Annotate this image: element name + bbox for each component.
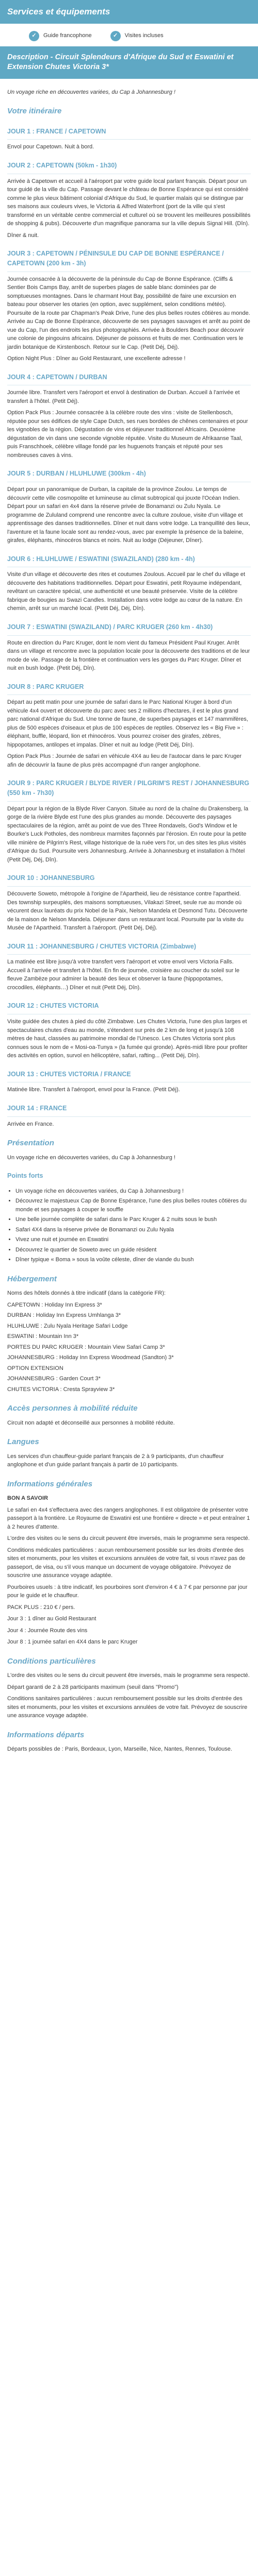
main-content bbox=[0, 79, 258, 1777]
description-title: Description - Circuit Splendeurs d'Afrique du Sud et Eswatini et Extension Chutes Victoria 3* bbox=[7, 53, 234, 72]
points-heading: Points forts bbox=[7, 1172, 43, 1180]
day-paragraph: Journée libre. Transfert vers l'aéroport et envol à destination de Durban. Accueil à l'arrivée et transfert à l'hôtel. (Petit Déj). bbox=[7, 389, 240, 404]
day-paragraph: Envol pour Capetown. Nuit à bord. bbox=[7, 144, 94, 150]
guide-label: Guide francophone bbox=[43, 32, 92, 39]
day-title: JOUR 13 : CHUTES VICTORIA / FRANCE bbox=[7, 1070, 251, 1083]
day-paragraph: Départ au petit matin pour une journée de safari dans le Parc National Kruger à bord d'un véhicule 4x4 ouvert et découverte du parc avec ses 2 millions d'hectares, il est le plus grand parc national d'Afrique du Sud. Une tonne de faune, de superbes paysages et 147 mammifères, plus de 500 espèces d'oiseaux et plus de 100 espèces de reptiles. Observez les « Big Five » : éléphant, buffle, léopard, lion et rhinocéros. Vous pourrez croiser des girafes, zèbres, hippopotames, antilopes et impalas. Dîner et nuit au lodge (Petit Déj, Dîn). bbox=[7, 699, 248, 748]
day-paragraph: Arrivée en France. bbox=[7, 1121, 54, 1127]
features-row bbox=[0, 24, 258, 46]
visits-label: Visites incluses bbox=[124, 32, 164, 39]
day-paragraph: Départ pour la région de la Blyde River Canyon. Située au nord de la chaîne du Drakensberg, la gorge de la rivière Blyde est l'une des plus grandes au monde. Découverte des paysages spectaculaires de la région, arrêt au point de vue des Three Rondavels, God's Window et le Bourke's Luck Potholes, des nombreux marmites façonnés par l'érosion. En route pour la petite ville minière de Pilgrim's Rest, village historique de la ruée vers l'or, un des sites les plus visités d'Afrique du Sud. Poursuite vers Johannesburg. Arrivée à Johannesburg et installation à l'hôtel (Petit Déj, Déj, Dîn). bbox=[7, 805, 249, 863]
day-title: JOUR 7 : ESWATINI (SWAZILAND) / PARC KRUGER (260 km - 4h30) bbox=[7, 622, 251, 636]
presentation-intro: Un voyage riche en découvertes variées, du Cap à Johannesburg ! bbox=[7, 1154, 175, 1161]
presentation-heading: Présentation bbox=[7, 1139, 54, 1148]
languages-heading: Langues bbox=[7, 1437, 39, 1447]
guide-icon: ✓ bbox=[29, 31, 39, 41]
visits-icon: ✓ bbox=[110, 31, 121, 41]
access-text: Circuit non adapté et déconseillé aux personnes à mobilité réduite. bbox=[7, 1419, 175, 1426]
departures-heading: Informations départs bbox=[7, 1730, 85, 1739]
general-paragraph: PACK PLUS : 210 € / pers. bbox=[7, 1604, 75, 1611]
day-title: JOUR 9 : PARC KRUGER / BLYDE RIVER / PILGRIM'S REST / JOHANNESBURG (550 km - 7h30) bbox=[7, 778, 251, 802]
hotel-line: JOHANNESBURG : Garden Court 3* bbox=[7, 1376, 101, 1382]
description-header bbox=[0, 46, 258, 79]
day-paragraph: Matinée libre. Transfert à l'aéroport, envol pour la France. (Petit Déj). bbox=[7, 1087, 180, 1093]
day-paragraph: Découverte Soweto, métropole à l'origine de l'Apartheid, lieu de résistance contre l'apartheid. Des township surpeuplés, des maisons somptueuses, Vilakazi Street, seule rue au monde où vécurent deux lauréats du prix Nobel de la Paix, Nelson Mandela et Desmond Tutu. Découverte de la maison de Nelson Mandela. Déjeuner dans un restaurant local. Poursuite par la visite du Musée de l'Apartheid. Transfert à l'aéroport. (Petit Déj, Déj). bbox=[7, 891, 248, 931]
services-title: Services et équipements bbox=[7, 7, 110, 16]
specific-paragraph: Conditions sanitaires particulières : aucun remboursement possible sur les droits d'entrée des sites et monuments, pour les visites et excursions annulées de votre fait. Prévoyez de souscrire une assurance voyage adaptée. bbox=[7, 1696, 248, 1719]
specific-heading: Conditions particulières bbox=[7, 1656, 96, 1666]
general-paragraphs bbox=[7, 1506, 251, 1647]
day-title: JOUR 6 : HLUHLUWE / ESWATINI (SWAZILAND) (280 km - 4h) bbox=[7, 554, 251, 568]
general-paragraph: Jour 8 : 1 journée safari en 4X4 dans le parc Kruger bbox=[7, 1639, 138, 1646]
general-subheading: BON A SAVOIR bbox=[7, 1495, 49, 1502]
general-paragraph: Jour 4 : Journée Route des vins bbox=[7, 1627, 88, 1634]
general-heading: Informations générales bbox=[7, 1479, 93, 1488]
hotels-list bbox=[7, 1301, 251, 1394]
day-paragraph: Option Pack Plus : Journée consacrée à la célèbre route des vins : visite de Stellenbosch, réputée pour ses édifices de style Cape Dutch, ses rues bordées de chênes centenaires et pour les vignobles de la région. Dégustation de vins et déjeuner traditionnel Africains. Deuxième dégustation de vin dans une seconde vignoble réputée. Visite du Museum de Afrikaanse Taal, puis Franschhoek, célèbre village fondé par les huguenots français et réputé pour ses nombreuses caves à vins. bbox=[7, 410, 248, 459]
day-paragraph: Dîner & nuit. bbox=[7, 232, 39, 239]
day-title: JOUR 1 : FRANCE / CAPETOWN bbox=[7, 127, 251, 140]
hotels-heading: Hébergement bbox=[7, 1274, 57, 1283]
point-item: • Safari 4X4 dans la réserve privée de Bonamanzi ou Zulu Nyala bbox=[15, 1226, 251, 1234]
day-paragraph: Arrivée à Capetown et accueil à l'aéroport par votre guide local parlant français. Départ pour un tour guidé de la ville du Cap. Passage devant le château de Bonne Espérance qui est considéré comme le plus vieux bâtiment colonial d'Afrique du Sud, le quartier malais qui se distingue par ses maisons aux couleurs vives, le Victoria & Alfred Waterfront (port de la ville qui s'est transformé en un véritable centre commercial et culturel où se trouvent les meilleures possibilités de shopping & pubs). Découverte d'un magnifique panorama sur la ville depuis Signal Hill. (Dîn). bbox=[7, 178, 251, 227]
hotel-line: CHUTES VICTORIA : Cresta Sprayview 3* bbox=[7, 1386, 115, 1393]
day-paragraph: Départ pour un panoramique de Durban, la capitale de la province Zoulou. Le temps de découvrir cette ville cosmopolite et lumineuse au climat subtropical qui jouxte l'Océan Indien. Départ pour un safari en 4x4 dans la réserve privée de Bonamanzi ou Zulu Nyala. Le programme de Zululand comprend une rencontre avec la culture zouloue, visite d'un village et apprentissage des danses traditionnelles. Dîner et nuit dans votre lodge. La tranquillité des lieux, l'aventure et la faune locale sont au rendez-vous, avec par exemple la présence de la baleine, girafes, éléphants, rhinocéros blancs et noirs. Nuit au lodge (Déjeuner, Dîner). bbox=[7, 486, 250, 544]
day-paragraph: Visite guidée des chutes à pied du côté Zimbabwe. Les Chutes Victoria, l'une des plus larges et spectaculaires chutes d'eau au monde, s'étendent sur près de 2 km de long et jusqu'à 108 mètres de haut, classées au patrimoine mondial de l'Unesco. Les Chutes Victoria sont plus connues sous le nom de « Mosi-oa-Tunya » (la fumée qui gronde). Après-midi libre pour profiter des activités en option, survol en hélicoptère, safari, rafting... (Petit Déj, Dîn). bbox=[7, 1019, 248, 1059]
day-title: JOUR 2 : CAPETOWN (50km - 1h30) bbox=[7, 161, 251, 174]
hotel-line: CAPETOWN : Holiday Inn Express 3* bbox=[7, 1301, 102, 1308]
access-heading: Accès personnes à mobilité réduite bbox=[7, 1404, 138, 1413]
day-paragraph: Journée consacrée à la découverte de la péninsule du Cap de Bonne Espérance. (Cliffs & Sentier Bois Camps Bay, arrêt de superbes plages de sable blanc dominées par de somptueuses montagnes. Dans le charmant Hout Bay, possibilité de faire une excursion en bateau pour observer les otaries (en option, avec supplément, selon conditions météo). Poursuite de la route par Chapman's Peak Drive, l'une des plus belles routes côtières au monde. Arrivée au Cap de Bonne Espérance, découverte de ses paysages sauvages et arrêt au point de vue du Cap, l'un des endroits les plus photographiés. Arrivée à Boulders Beach pour découvrir une colonie de pingouins africains. Déjeuner de poissons et fruits de mer. Continuation vers le jardin botanique de Kirstenbosch. Retour sur le Cap. (Petit Déj, Déj). bbox=[7, 276, 250, 350]
specific-paragraph: Départ garanti de 2 à 28 participants maximum (seuil dans "Promo") bbox=[7, 1684, 179, 1690]
itinerary-heading: Votre itinéraire bbox=[7, 107, 62, 116]
hotel-line: OPTION EXTENSION bbox=[7, 1365, 63, 1371]
day-title: JOUR 3 : CAPETOWN / PÉNINSULE DU CAP DE BONNE ESPÉRANCE / CAPETOWN (200 km - 3h) bbox=[7, 249, 251, 272]
day-paragraph: La matinée est libre jusqu'à votre transfert vers l'aéroport et votre envol vers Victoria Falls. Accueil à l'arrivée et transfert à l'hôtel. En fin de journée, croisière au coucher du soleil sur le fleuve Zambèze pour admirer la beauté des lieux et observer la faune (hippopotames, crocodiles, éléphants…) Dîner et nuit (Petit Déj, Dîn). bbox=[7, 959, 239, 991]
general-paragraph: Conditions médicales particulières : aucun remboursement possible sur les droits d'entrée des sites et monuments, pour les visites et excursions annulées de votre fait, si vous n'avez pas de passeport, de visa, ou s'il vous manque un document de voyage obligatoire. Prévoyez de souscrire une assurance voyage adaptée. bbox=[7, 1547, 246, 1579]
services-header bbox=[0, 0, 258, 24]
points-list bbox=[7, 1187, 251, 1264]
specific-paragraphs bbox=[7, 1671, 251, 1720]
day-title: JOUR 8 : PARC KRUGER bbox=[7, 682, 251, 696]
point-item: • Dîner typique « Boma » sous la voûte céleste, dîner de viande du bush bbox=[15, 1256, 251, 1264]
feature-guide bbox=[29, 31, 92, 41]
point-item: • Un voyage riche en découvertes variées, du Cap à Johannesburg ! bbox=[15, 1187, 251, 1196]
languages-text: Les services d'un chauffeur-guide parlant français de 2 à 9 participants, d'un chauffeur anglophone et d'un guide parlant français à partir de 10 participants. bbox=[7, 1453, 224, 1468]
day-paragraph: Option Night Plus : Dîner au Gold Restaurant, une excellente adresse ! bbox=[7, 355, 186, 362]
hotel-line: ESWATINI : Mountain Inn 3* bbox=[7, 1333, 79, 1340]
point-item: • Vivez une nuit et journée en Eswatini bbox=[15, 1235, 251, 1244]
day-paragraph: Option Pack Plus : Journée de safari en véhicule 4X4 au lieu de l'autocar dans le parc Kruger afin de découvrir la faune de plus près accompagné d'un ranger anglophone. bbox=[7, 753, 241, 768]
departures-text: Départs possibles de : Paris, Bordeaux, Lyon, Marseille, Nice, Nantes, Rennes, Toulouse. bbox=[7, 1746, 232, 1753]
general-paragraph: Jour 3 : 1 dîner au Gold Restaurant bbox=[7, 1616, 96, 1622]
day-title: JOUR 12 : CHUTES VICTORIA bbox=[7, 1001, 251, 1014]
intro-text: Un voyage riche en découvertes variées, du Cap à Johannesburg ! bbox=[7, 89, 175, 95]
feature-visits bbox=[110, 31, 164, 41]
day-title: JOUR 10 : JOHANNESBURG bbox=[7, 873, 251, 887]
general-paragraph: L'ordre des visites ou le sens du circuit peuvent être inversés, mais le programme sera respecté. bbox=[7, 1535, 250, 1542]
point-item: • Découvrez le majestueux Cap de Bonne Espérance, l'une des plus belles routes côtières du monde et ses paysages à couper le souffle bbox=[15, 1197, 251, 1214]
hotel-line: JOHANNESBURG : Holiday Inn Express Woodmead (Sandton) 3* bbox=[7, 1354, 174, 1361]
hotel-line: HLUHLUWE : Zulu Nyala Heritage Safari Lodge bbox=[7, 1323, 128, 1329]
specific-paragraph: L'ordre des visites ou le sens du circuit peuvent être inversés, mais le programme sera respecté. bbox=[7, 1672, 250, 1679]
general-paragraph: Le safari en 4x4 s'effectuera avec des rangers anglophones. Il est obligatoire de présenter votre passeport à la frontière. Le Royaume de Eswatini est une frontière « directe » et peut entraîner 1 à 2 heures d'attente. bbox=[7, 1506, 250, 1530]
day-paragraph: Route en direction du Parc Kruger, dont le nom vient du fameux Président Paul Kruger. Arrêt dans un village et rencontre avec la population locale pour la découverte des traditions et de leur mode de vie. Passage de la frontière et continuation vers les gorges du Parc Kruger. Dîner et nuit en bush lodge. (Petit Déj, Dîn). bbox=[7, 639, 250, 672]
footer-space bbox=[7, 1757, 251, 1767]
day-title: JOUR 5 : DURBAN / HLUHLUWE (300km - 4h) bbox=[7, 469, 251, 482]
point-item: • Une belle journée complète de safari dans le Parc Kruger & 2 nuits sous le bush bbox=[15, 1215, 251, 1224]
day-title: JOUR 11 : JOHANNESBURG / CHUTES VICTORIA (Zimbabwe) bbox=[7, 942, 251, 955]
point-item: • Découvrez le quartier de Soweto avec un guide résident bbox=[15, 1246, 251, 1255]
hotels-intro: Noms des hôtels donnés à titre indicatif (dans la catégorie FR): bbox=[7, 1290, 166, 1297]
hotel-line: DURBAN : Holiday Inn Express Umhlanga 3* bbox=[7, 1312, 121, 1319]
day-title: JOUR 14 : FRANCE bbox=[7, 1104, 251, 1117]
general-paragraph: Pourboires usuels : à titre indicatif, les pourboires sont d'environ 4 € à 7 € par personne par jour pour le guide et le chauffeur. bbox=[7, 1584, 248, 1599]
day-title: JOUR 4 : CAPETOWN / DURBAN bbox=[7, 372, 251, 386]
day-paragraph: Visite d'un village et découverte des rites et coutumes Zoulous. Accueil par le chef du village et découverte des habitations traditionnelles. Départ pour Eswatini, petit Royaume indépendant, revêtant un caractère spécial, une authenticité et une beauté préservée. Visite de la célèbre fabrique de bougies au Swazi Candles. Installation dans votre lodge au cœur de la nature. En chemin, arrêt sur un marché local. (Petit Déj, Déj, Dîn). bbox=[7, 571, 246, 612]
hotel-line: PORTES DU PARC KRUGER : Mountain View Safari Camp 3* bbox=[7, 1344, 165, 1350]
itinerary-days bbox=[7, 127, 251, 1129]
